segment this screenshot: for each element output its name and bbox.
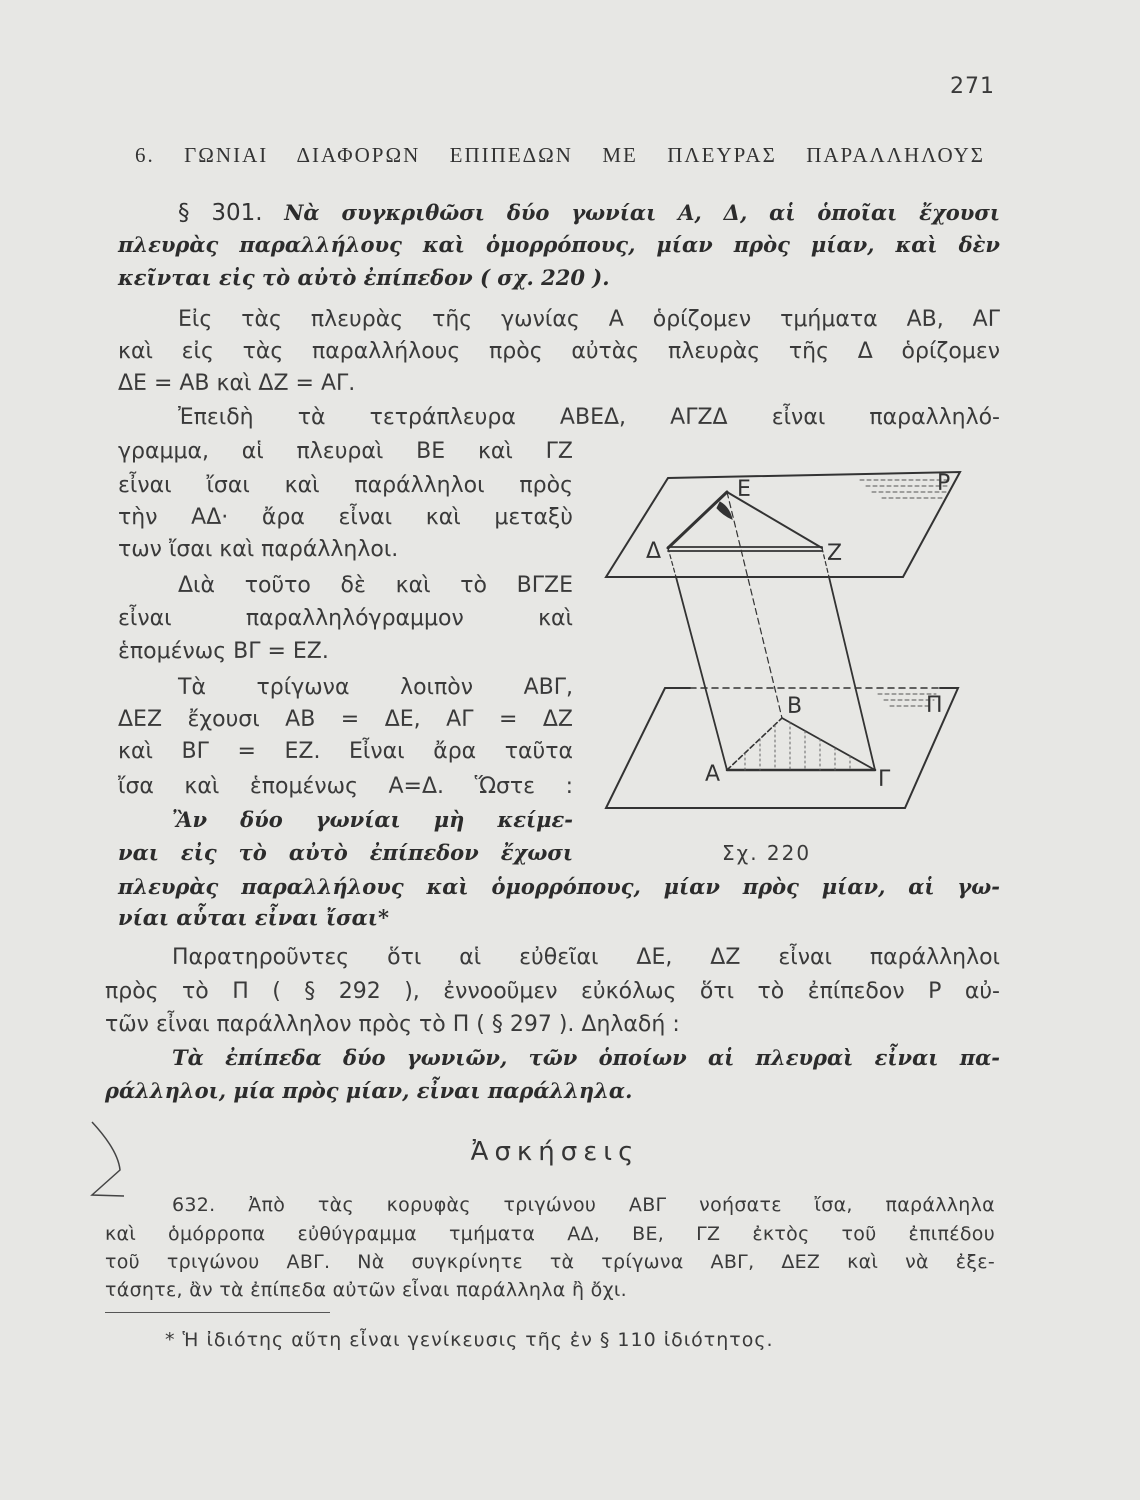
exercise-number: 632. xyxy=(172,1194,216,1216)
segment-BE xyxy=(727,492,782,718)
solution-line: τὴν ΑΔ· ἄρα εἶναι καὶ μεταξὺ xyxy=(118,505,573,530)
label-E: Ε xyxy=(737,477,751,502)
label-D: Δ xyxy=(646,539,662,564)
segment-DE xyxy=(668,492,727,548)
problem-line-2: πλευρὰς παραλλήλους καὶ ὁμορρόπους, μίαν πρὸς μίαν, καὶ δὲν xyxy=(118,232,1000,257)
exercises-heading: Ἀσκήσεις xyxy=(470,1137,640,1167)
remark-line: Παρατηροῦντες ὅτι αἱ εὐθεῖαι ΔΕ, ΔΖ εἶναι παράλληλοι xyxy=(172,945,1000,970)
solution-line: ἑπομένως ΒΓ = ΕΖ. xyxy=(118,639,329,664)
solution-line: των ἴσαι καὶ παράλληλοι. xyxy=(118,537,399,562)
solution-line: ΔΕ = ΑΒ καὶ ΔΖ = ΑΓ. xyxy=(118,371,356,396)
page-number: 271 xyxy=(950,74,995,99)
theorem-line: Τὰ ἐπίπεδα δύο γωνιῶν, τῶν ὁποίων αἱ πλευραὶ εἶναι πα- xyxy=(172,1045,1000,1070)
segment-AB xyxy=(727,718,782,770)
section-number: § 301. xyxy=(178,200,263,226)
solution-line: Διὰ τοῦτο δὲ καὶ τὸ ΒΓΖΕ xyxy=(178,573,573,598)
solution-line: Εἰς τὰς πλευρὰς τῆς γωνίας Α ὁρίζομεν τμήματα ΑΒ, ΑΓ xyxy=(178,307,1000,332)
triangle-hatching xyxy=(745,722,850,770)
segment-AD-hidden xyxy=(668,548,676,577)
theorem-line: νίαι αὗται εἶναι ἴσαι* xyxy=(118,905,389,930)
section-heading: 6. ΓΩΝΙΑΙ ΔΙΑΦΟΡΩΝ ΕΠΙΠΕΔΩΝ ΜΕ ΠΛΕΥΡΑΣ ΠΑΡΑΛΛΗΛΟΥΣ xyxy=(135,143,985,167)
exercise-line: τοῦ τριγώνου ΑΒΓ. Νὰ συγκρίνητε τὰ τρίγωνα ΑΒΓ, ΔΕΖ καὶ νὰ ἐξε- xyxy=(105,1251,995,1273)
exercise-line: τάσητε, ἂν τὰ ἐπίπεδα αὐτῶν εἶναι παράλληλα ἢ ὄχι. xyxy=(105,1279,627,1301)
solution-line: εἶναι παραλληλόγραμμον καὶ xyxy=(118,606,573,631)
pencil-mark xyxy=(80,1110,130,1205)
label-upper-plane: Ρ xyxy=(937,471,951,496)
remark-line: τῶν εἶναι παράλληλον πρὸς τὸ Π ( § 297 ). Δηλαδή : xyxy=(105,1012,680,1037)
solution-line: Τὰ τρίγωνα λοιπὸν ΑΒΓ, xyxy=(178,675,573,700)
label-lower-plane: Π xyxy=(926,693,943,718)
solution-line: ΔΕΖ ἔχουσι ΑΒ = ΔΕ, ΑΓ = ΔΖ xyxy=(118,707,573,732)
footnote-rule xyxy=(105,1312,330,1313)
theorem-line: Ἂν δύο γωνίαι μὴ κείμε- xyxy=(172,807,573,832)
label-Z: Ζ xyxy=(827,541,843,566)
exercise-text: Ἀπὸ τὰς κορυφὰς τριγώνου ΑΒΓ νοήσατε ἴσα, παράλληλα xyxy=(248,1194,995,1216)
figure-220 xyxy=(595,460,970,830)
solution-line: εἶναι ἴσαι καὶ παράλληλοι πρὸς xyxy=(118,473,573,498)
problem-line-1 xyxy=(178,197,1000,229)
theorem-line: ράλληλοι, μία πρὸς μίαν, εἶναι παράλληλα. xyxy=(105,1078,633,1103)
figure-caption: Σχ. 220 xyxy=(722,841,812,865)
label-B: Β xyxy=(787,694,803,719)
problem-line-3: κεῖνται εἰς τὸ αὐτὸ ἐπίπεδον ( σχ. 220 ). xyxy=(118,265,610,290)
footnote xyxy=(165,1326,774,1354)
footnote-text: Ἡ ἰδιότης αὕτη εἶναι γενίκευσις τῆς ἐν § 110 ἰδιότητος. xyxy=(182,1329,774,1351)
solution-line: ἴσα καὶ ἑπομένως Α=Δ. Ὥστε : xyxy=(118,774,573,799)
segment-AD xyxy=(676,577,727,770)
segment-GZ xyxy=(829,577,875,770)
label-G: Γ xyxy=(878,767,891,792)
solution-line: καὶ ΒΓ = ΕΖ. Εἶναι ἄρα ταῦτα xyxy=(118,739,573,764)
theorem-line: ναι εἰς τὸ αὐτὸ ἐπίπεδον ἔχωσι xyxy=(118,840,573,865)
exercise-line: καὶ ὁμόρροπα εὐθύγραμμα τμήματα ΑΔ, ΒΕ, ΓΖ ἐκτὸς τοῦ ἐπιπέδου xyxy=(105,1223,995,1245)
solution-line: Ἐπειδὴ τὰ τετράπλευρα ΑΒΕΔ, ΑΓΖΔ εἶναι παραλληλό- xyxy=(178,405,1000,430)
solution-line: γραμμα, αἱ πλευραὶ ΒΕ καὶ ΓΖ xyxy=(118,439,573,464)
theorem-line: πλευρὰς παραλλήλους καὶ ὁμορρόπους, μίαν πρὸς μίαν, αἱ γω- xyxy=(118,874,1000,899)
problem-text: Νὰ συγκριθῶσι δύο γωνίαι Α, Δ, αἱ ὁποῖαι ἔχουσι xyxy=(284,200,1000,225)
exercise-line xyxy=(172,1191,995,1219)
footnote-marker: * xyxy=(165,1329,176,1351)
segment-BG xyxy=(782,718,875,770)
label-A: Α xyxy=(705,762,721,787)
remark-line: πρὸς τὸ Π ( § 292 ), ἐννοοῦμεν εὐκόλως ὅτι τὸ ἐπίπεδον Ρ αὐ- xyxy=(105,979,1000,1004)
solution-line: καὶ εἰς τὰς παραλλήλους πρὸς αὐτὰς πλευρὰς τῆς Δ ὁρίζομεν xyxy=(118,339,1000,364)
